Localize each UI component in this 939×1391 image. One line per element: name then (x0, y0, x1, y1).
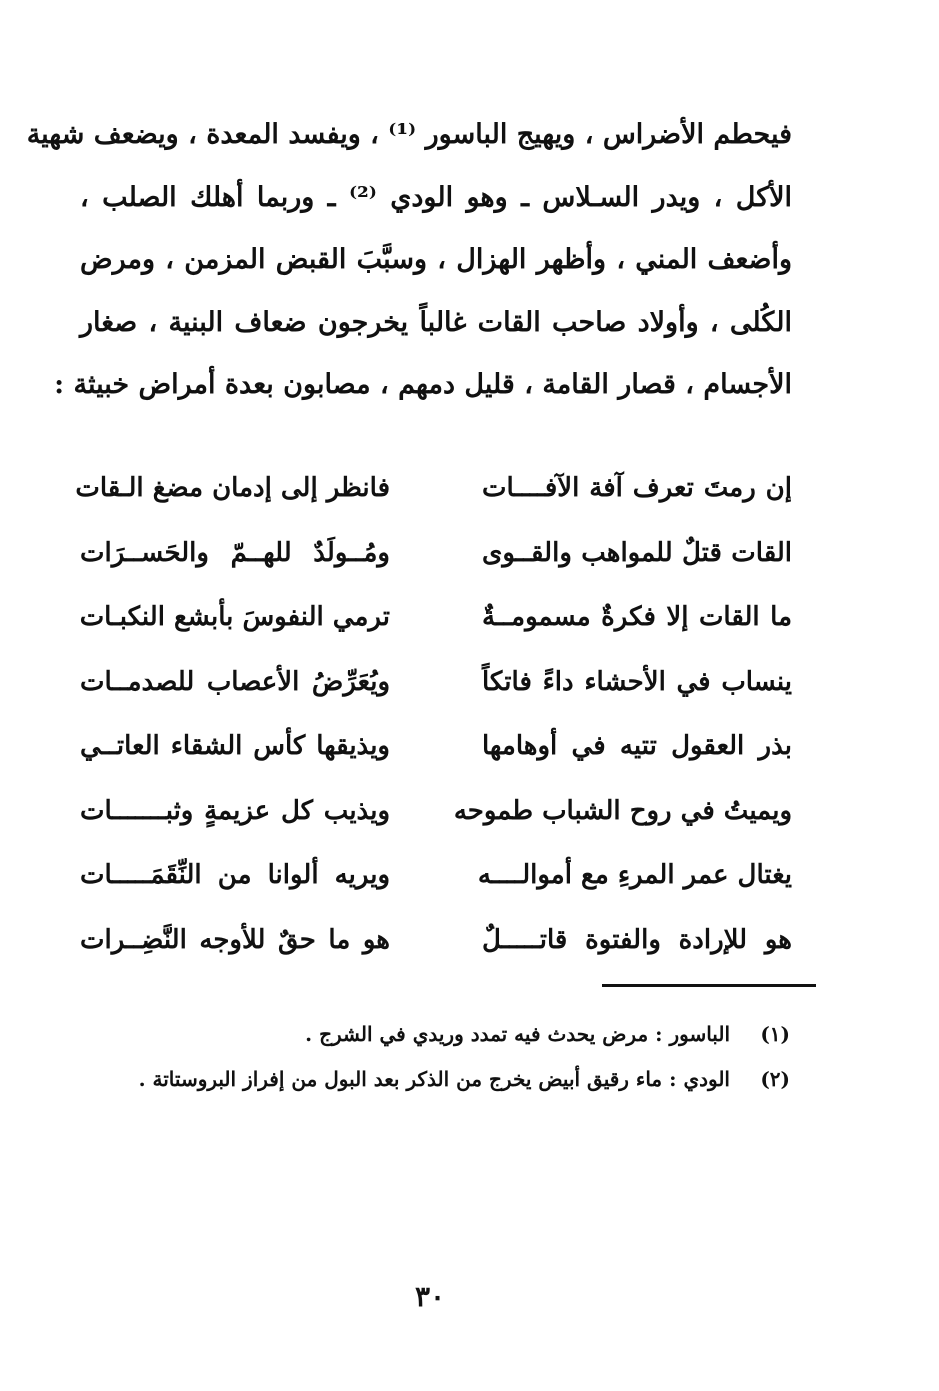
verse-second-hemistich: فانظر إلى إدمان مضغ الـقات (75, 473, 390, 503)
prose-line: الكُلى ، وأولاد صاحب القات غالباً يخرجون ضعاف البنية ، صغار (80, 306, 792, 338)
prose-paragraph (26, 104, 792, 417)
poem (75, 456, 792, 972)
verse (80, 908, 792, 973)
footnotes (90, 1012, 790, 1102)
footnote-separator (602, 984, 816, 987)
verse (80, 843, 792, 908)
verse-first-hemistich: بذر العقول تتيه في أوهامها (482, 731, 792, 761)
verse-first-hemistich: هو للإرادة والفتوة قاتـــــلٌ (482, 924, 792, 955)
verse-first-hemistich: ينساب في الأحشاء داءً فاتكاً (482, 666, 792, 697)
verse (75, 456, 792, 521)
footnote-number: (٢) (760, 1067, 790, 1091)
verse (80, 650, 792, 715)
verse-first-hemistich: يغتال عمر المرءِ مع أموالــــه (477, 860, 792, 890)
footnote-text: الباسور : مرض يحدث فيه تمدد وريدي في الشرج . (305, 1022, 730, 1046)
page-number: ٣٠ (414, 1280, 446, 1313)
prose-line: وأضعف المني ، وأظهر الهزال ، وسبَّبَ القبض المزمن ، ومرض (80, 244, 792, 275)
verse (80, 779, 792, 844)
verse-first-hemistich: إن رمتَ تعرف آفة الآفــــات (482, 473, 792, 503)
footnote-number: (١) (760, 1022, 790, 1046)
verse-second-hemistich: ويريه ألوانا من النِّقَمَـــــات (80, 860, 390, 890)
verse-first-hemistich: ما القات إلا فكرةٌ مسمومــةٌ (482, 602, 792, 632)
verse-first-hemistich: القات قتلٌ للمواهب والقــوى (482, 537, 792, 568)
footnote (90, 1012, 790, 1057)
verse-second-hemistich: ومُــولَدٌ للهــمّ والحَســرَات (80, 537, 390, 568)
prose-line: الأكل ، ويدر السـلاس ـ وهو الودي ⁽²⁾ ـ وربما أهلك الصلب ، (80, 181, 792, 213)
verse-first-hemistich: ويميتُ في روح الشباب طموحه (453, 795, 792, 826)
verse-second-hemistich: ترمي النفوسَ بأبشع النكبـات (79, 602, 390, 632)
verse (80, 585, 792, 650)
verse-second-hemistich: ويُعَرِّضُ الأعصاب للصدمــات (80, 666, 390, 697)
footnote (90, 1057, 790, 1102)
verse (80, 714, 792, 779)
footnote-text: الودي : ماء رقيق أبيض يخرج من الذكر بعد البول من إفراز البروستاتة . (138, 1067, 730, 1091)
verse-second-hemistich: هو ما حقٌ للأوجه النَّضِــرات (80, 924, 390, 955)
verse (80, 521, 792, 586)
prose-line: الأجسام ، قصار القامة ، قليل دمهم ، مصابون بعدة أمراض خبيثة : (54, 369, 792, 400)
verse-second-hemistich: ويذيقها كأس الشقاء العاتــي (80, 731, 390, 761)
verse-second-hemistich: ويذيب كل عزيمةٍ وثبـــــــات (80, 795, 390, 826)
prose-line: فيحطم الأضراس ، ويهيج الباسور ⁽¹⁾ ، ويفسد المعدة ، ويضعف شهية (26, 119, 792, 150)
